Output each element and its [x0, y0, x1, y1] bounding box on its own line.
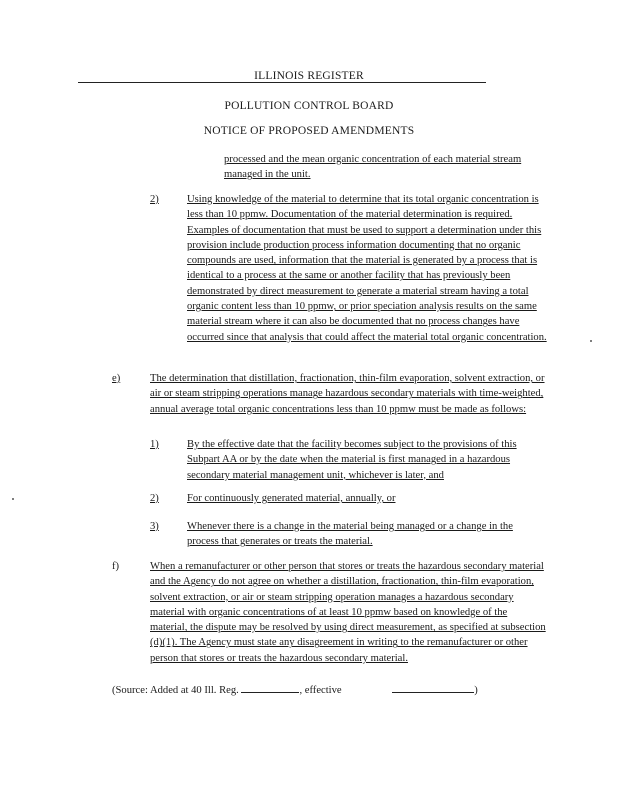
board-title: POLLUTION CONTROL BOARD — [224, 100, 394, 112]
source-middle: , effective — [299, 685, 342, 696]
register-title: ILLINOIS REGISTER — [254, 70, 364, 82]
scan-speck — [12, 498, 14, 500]
section-f-text: When a remanufacturer or other person that stores or treats the hazardous secondary material and the Agency do not agree on whether a distillation, fractionation, thin-film evaporation, solvent extraction, or air or steam stripping operation manages a hazardous secondary material with organic concentrations of at least 10 ppmw based on knowledge of the material, the dispute may be resolved by using direct measurement, as specified at subsection (d)(1). The Agency must state any disagreement in writing to the remanufacturer or other person that stores or treats the hazardous secondary material. — [150, 561, 546, 664]
source-prefix: (Source: Added at 40 Ill. Reg. — [112, 685, 239, 696]
item-e3-marker: 3) — [150, 521, 159, 532]
section-e-text: The determination that distillation, fractionation, thin-film evaporation, solvent extraction, or air or steam stripping operations manage hazardous secondary materials with time-weighted, annual average total organic concentrations less than 10 ppmw must be made as follows: — [150, 373, 545, 415]
item-e2b-text: For continuously generated material, annually, or — [187, 493, 396, 504]
source-suffix: ) — [474, 685, 478, 696]
item-e1-text: By the effective date that the facility becomes subject to the provisions of this Subpart AA or by the date when the material is first managed in a hazardous secondary material management unit, whichever is later, and — [187, 439, 517, 481]
continuation-text: processed and the mean organic concentration of each material stream managed in the unit. — [224, 154, 522, 181]
notice-title: NOTICE OF PROPOSED AMENDMENTS — [203, 125, 415, 137]
source-effective-blank — [392, 683, 474, 693]
section-e-marker: e) — [112, 373, 121, 384]
source-note — [112, 683, 478, 698]
scan-speck — [590, 340, 592, 342]
source-register-blank — [241, 683, 299, 693]
header-rule — [78, 82, 486, 83]
item-e1-marker: 1) — [150, 439, 159, 450]
item-e3-text: Whenever there is a change in the material being managed or a change in the process that generates or treats the material. — [187, 521, 513, 548]
item-e2b-marker: 2) — [150, 493, 159, 504]
section-f-marker: f) — [112, 561, 120, 572]
item-e2-marker: 2) — [150, 194, 159, 205]
item-e2-text: Using knowledge of the material to determine that its total organic concentration is less than 10 ppmw. Documentation of the material determination is required. Examples of documentation that must be used to support a determination under this provision include production process information documenting that no organic compounds are used, information that the material is generated by a process that is identical to a process at the same or another facility that has previously been demonstrated by direct measurement to generate a material stream having a total organic content less than 10 ppmw, or prior speciation analysis results on the same material stream where it can also be documented that no process changes have occurred since that analysis that could affect the material total organic concentration. — [187, 194, 547, 343]
